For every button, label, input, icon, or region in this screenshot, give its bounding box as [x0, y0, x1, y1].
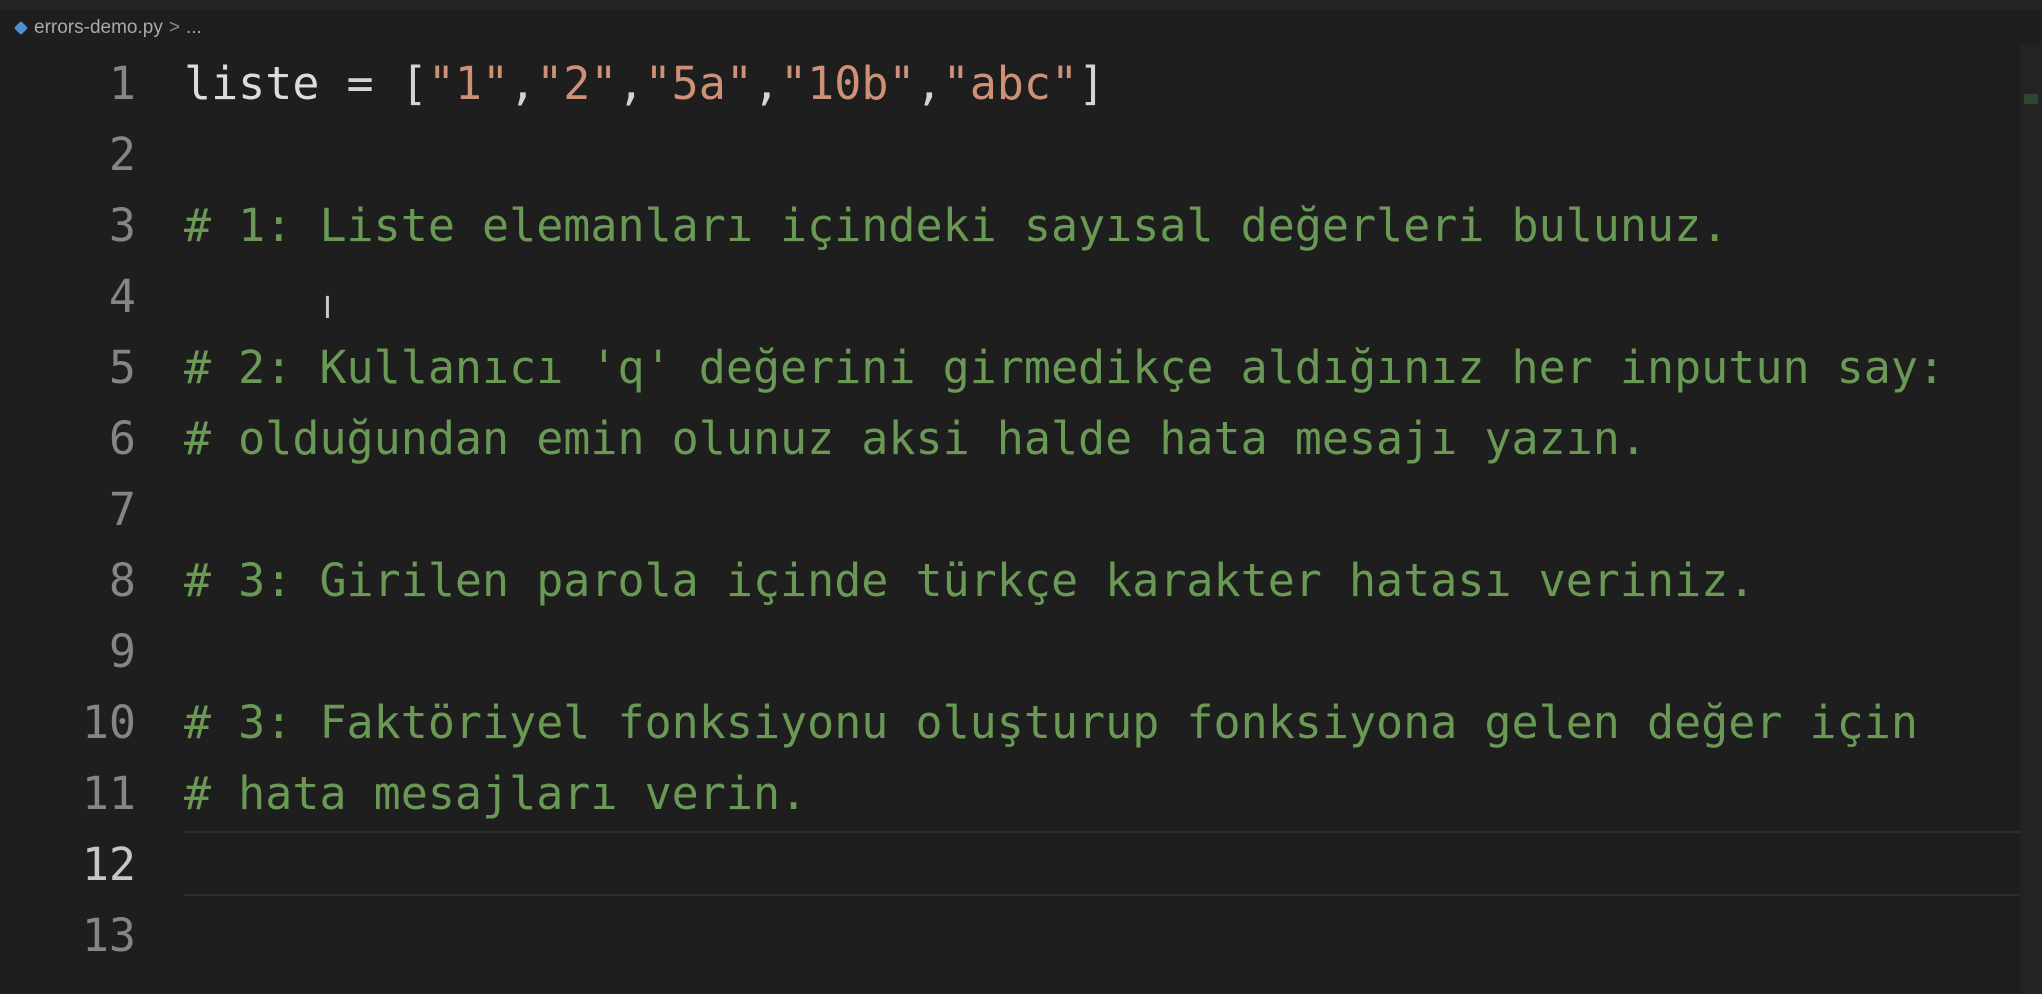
- line-content[interactable]: [184, 687, 1918, 758]
- comment-token: # 2: Kullanıcı 'q' değerini girmedikçe aldığınız her inputun say:: [184, 341, 1945, 394]
- code-line[interactable]: [0, 261, 2042, 332]
- string-token: "1": [427, 57, 510, 110]
- text-cursor-icon: I: [323, 291, 332, 326]
- operator-token: ,: [617, 57, 645, 110]
- line-number: 12: [81, 838, 136, 891]
- code-line[interactable]: [0, 616, 2042, 687]
- line-number: 5: [108, 341, 136, 394]
- breadcrumb-separator: >: [168, 17, 180, 38]
- code-line[interactable]: [0, 474, 2042, 545]
- breadcrumb-file-name[interactable]: errors-demo.py: [34, 17, 163, 38]
- minimap-slider[interactable]: [2024, 94, 2038, 104]
- operator-token: = [: [319, 57, 428, 110]
- comment-token: # 3: Girilen parola içinde türkçe karakter hatası veriniz.: [184, 554, 1756, 607]
- operator-token: ,: [509, 57, 537, 110]
- line-content[interactable]: [184, 190, 1728, 261]
- comment-token: # 3: Faktöriyel fonksiyonu oluşturup fonksiyona gelen değer için: [184, 696, 1918, 749]
- line-number: 4: [108, 270, 136, 323]
- code-line[interactable]: [0, 545, 2042, 616]
- operator-token: ]: [1078, 57, 1106, 110]
- code-line[interactable]: [0, 403, 2042, 474]
- code-line[interactable]: [0, 48, 2042, 119]
- code-line[interactable]: [0, 900, 2042, 971]
- breadcrumb[interactable]: [14, 16, 202, 40]
- line-content[interactable]: [184, 545, 1755, 616]
- string-token: "5a": [644, 57, 753, 110]
- breadcrumb-trail[interactable]: ...: [185, 17, 202, 38]
- string-token: "10b": [780, 57, 916, 110]
- code-line[interactable]: [0, 119, 2042, 190]
- operator-token: ,: [752, 57, 781, 110]
- string-token: "abc": [942, 57, 1079, 110]
- line-content[interactable]: [184, 403, 1647, 474]
- line-content[interactable]: [184, 48, 1105, 119]
- python-file-icon: [14, 21, 28, 35]
- line-number: 13: [81, 909, 136, 962]
- line-number: 9: [108, 625, 136, 678]
- comment-token: # hata mesajları verin.: [184, 767, 808, 820]
- line-number: 11: [81, 767, 136, 820]
- line-content[interactable]: [184, 332, 1945, 403]
- line-number: 10: [81, 696, 136, 749]
- code-line[interactable]: [0, 190, 2042, 261]
- line-number: 1: [108, 57, 136, 110]
- line-content[interactable]: [184, 758, 807, 829]
- line-number: 2: [108, 128, 136, 181]
- line-number: 7: [108, 483, 136, 536]
- code-area[interactable]: [0, 48, 2042, 971]
- code-line[interactable]: [0, 332, 2042, 403]
- current-code-line[interactable]: [0, 829, 2042, 900]
- string-token: "2": [536, 57, 618, 110]
- line-number: 8: [108, 554, 136, 607]
- code-line[interactable]: [0, 687, 2042, 758]
- comment-token: # olduğundan emin olunuz aksi halde hata mesajı yazın.: [184, 412, 1647, 465]
- line-number: 6: [108, 412, 136, 465]
- code-line[interactable]: [0, 758, 2042, 829]
- comment-token: # 1: Liste elemanları içindeki sayısal değerleri bulunuz.: [184, 199, 1729, 252]
- editor-top-edge: [0, 0, 2042, 10]
- minimap[interactable]: [2020, 44, 2042, 994]
- operator-token: ,: [915, 57, 943, 110]
- identifier-token: liste: [184, 57, 320, 110]
- line-number: 3: [108, 199, 136, 252]
